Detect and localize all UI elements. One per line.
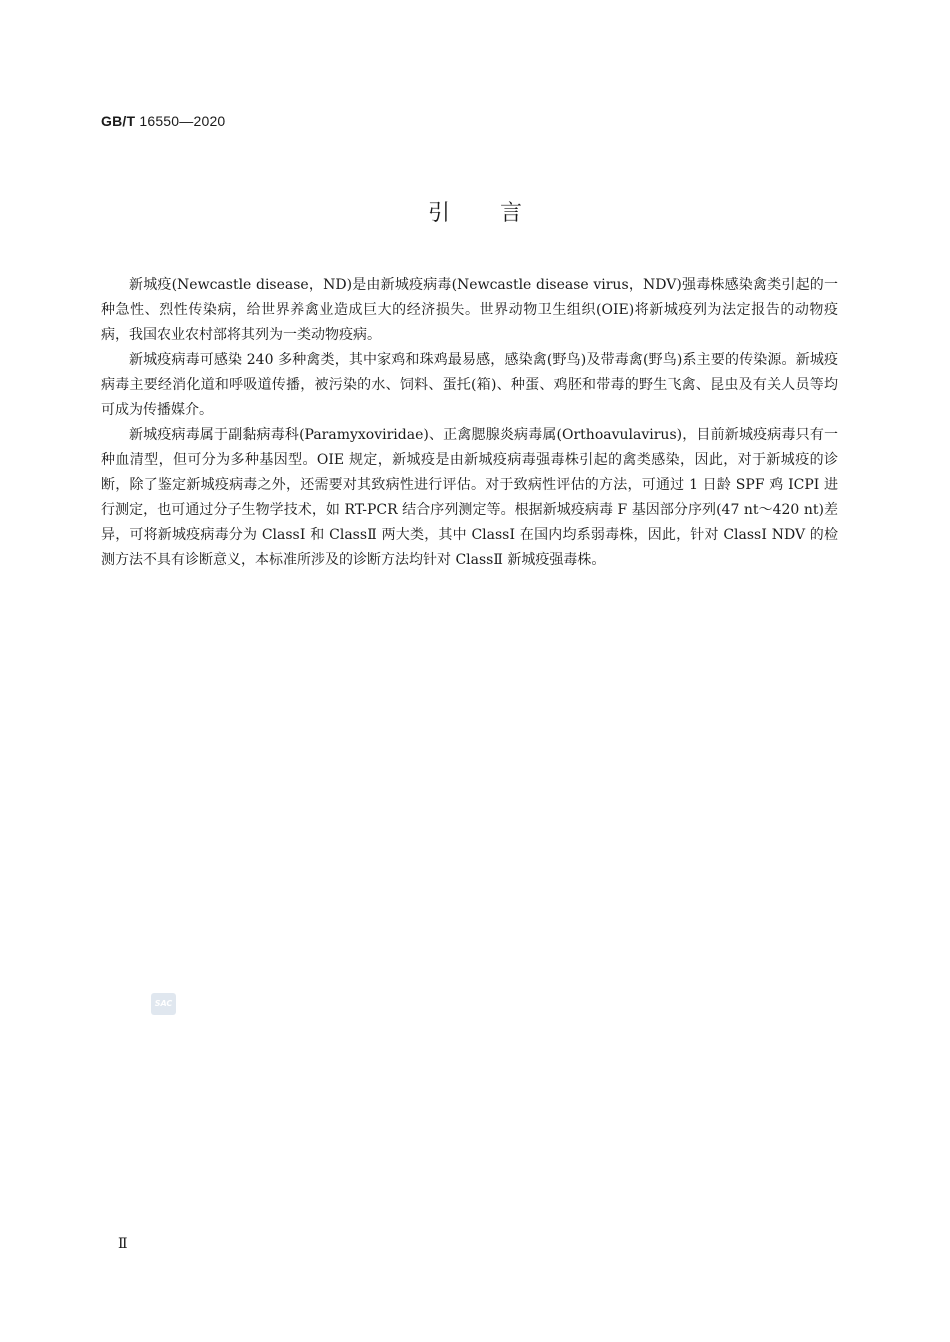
body-text bbox=[101, 273, 838, 573]
standard-code-prefix: GB/T bbox=[101, 113, 136, 129]
paragraph-3: 新城疫病毒属于副黏病毒科(Paramyxoviridae)、正禽腮腺炎病毒属(Orthoavulavirus)，目前新城疫病毒只有一种血清型，但可分为多种基因型。OIE 规定，新城疫是由新城疫病毒强毒株引起的禽类感染，因此，对于新城疫的诊断，除了鉴定新城疫病毒之外，还需要对其致病性进行评估。对于致病性评估的方法，可通过 1 日龄 SPF 鸡 ICPI 进行测定，也可通过分子生物学技术，如 RT-PCR 结合序列测定等。根据新城疫病毒 F 基因部分序列(47 nt～420 nt)差异，可将新城疫病毒分为 ClassⅠ 和 ClassⅡ 两大类，其中 ClassⅠ 在国内均系弱毒株，因此，针对 ClassⅠ NDV 的检测方法不具有诊断意义，本标准所涉及的诊断方法均针对 ClassⅡ 新城疫强毒株。 bbox=[101, 427, 838, 568]
paragraph-2: 新城疫病毒可感染 240 多种禽类，其中家鸡和珠鸡最易感，感染禽(野鸟)及带毒禽(野鸟)系主要的传染源。新城疫病毒主要经消化道和呼吸道传播，被污染的水、饲料、蛋托(箱)、种蛋、鸡胚和带毒的野生飞禽、昆虫及有关人员等均可成为传播媒介。 bbox=[101, 352, 838, 418]
section-title: 引言 bbox=[427, 201, 572, 226]
standard-code bbox=[101, 113, 225, 129]
sac-watermark-icon: SAC bbox=[151, 993, 176, 1015]
standard-code-number: 16550—2020 bbox=[139, 113, 226, 129]
paragraph-1: 新城疫(Newcastle disease，ND)是由新城疫病毒(Newcastle disease virus，NDV)强毒株感染禽类引起的一种急性、烈性传染病，给世界养禽业造成巨大的经济损失。世界动物卫生组织(OIE)将新城疫列为法定报告的动物疫病，我国农业农村部将其列为一类动物疫病。 bbox=[101, 277, 838, 343]
page-number: Ⅱ bbox=[118, 1236, 128, 1252]
